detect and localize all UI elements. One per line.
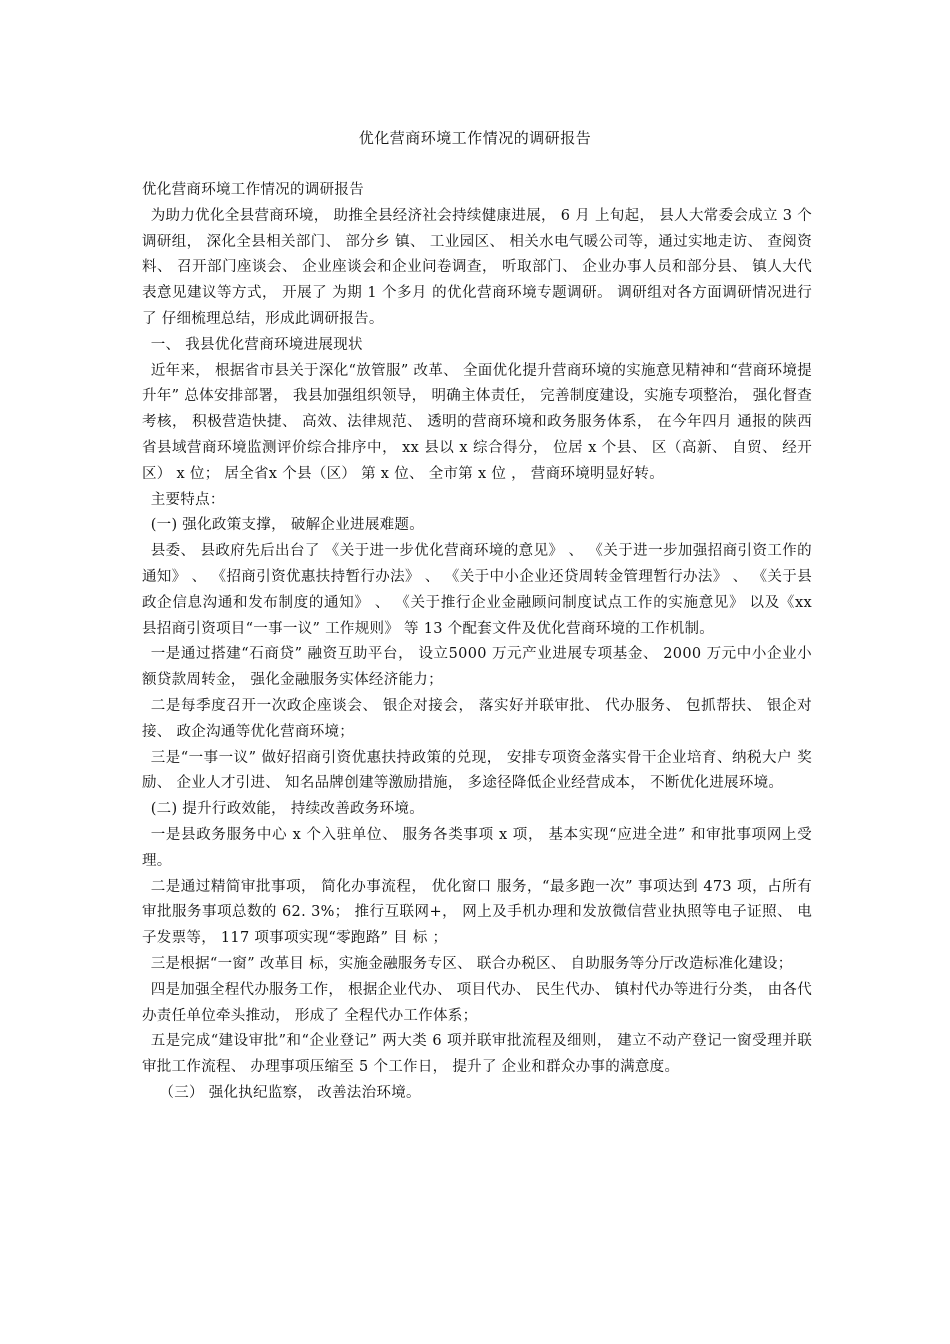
intro-paragraph: 为助力优化全县营商环境， 助推全县经济社会持续健康进展， 6 月 上旬起， 县人大常委会成立 3 个调研组， 深化全县相关部门、 部分乡 镇、 工业园区、 相关水电气暖公司等，通过实地走访、 查阅资料、 召开部门座谈会、 企业座谈会和企业问卷调查， 听取部门、 企业办事人员和部分县、 镇人大代表意见建议等方式， 开展了 为期 1 个多月 的优化营商环境专题调研。 调研组对各方面调研情况进行了 仔细梳理总结，形成此调研报告。 (142, 207, 812, 327)
paragraph-admin-3: 三是根据“一窗” 改革目 标，实施金融服务专区、 联合办税区、 自助服务等分厅改造标准化建设； (150, 955, 793, 972)
paragraph-admin-2: 二是通过精简审批事项， 简化办事流程， 优化窗口 服务，“最多跑一次” 事项达到 473 项，占所有审批服务事项总数的 62. 3%； 推行互联网+， 网上及手机办理和发放微信营业执照等电子证照、 电子发票等， 117 项事项实现“零跑路” 目 标 ； (142, 878, 812, 947)
report-heading: 优化营商环境工作情况的调研报告 (142, 182, 364, 198)
document-title: 优化营商环境工作情况的调研报告 (358, 129, 592, 147)
paragraph-admin-1: 一是县政务服务中心 x 个入驻单位、 服务各类事项 x 项， 基本实现“应进全进” 和审批事项网上受理。 (142, 826, 812, 869)
paragraph-status: 近年来， 根据省市县关于深化“放管服” 改革、 全面优化提升营商环境的实施意见精神和“营商环境提升年” 总体安排部署， 我县加强组织领导， 明确主体责任， 完善制度建设，实施专项整治， 强化督查考核， 积极营造快捷、 高效、法律规范、 透明的营商环境和政务服务体系， 在今年四月 通报的陕西省县域营商环境监测评价综合排序中， xx 县以 x 综合得分， 位居 x 个县、 区（高新、 自贸、 经开区） x 位； 居全省x 个县（区） 第 x 位、 全市第 x 位 ， 营商环境明显好转。 (142, 362, 812, 482)
subsection-heading-1: (一) 强化政策支撑， 破解企业进展难题。 (150, 517, 425, 534)
subsection-heading-2: (二) 提升行政效能， 持续改善政务环境。 (150, 801, 425, 818)
subsection-heading-3: （三） 强化执纪监察， 改善法治环境。 (159, 1084, 421, 1101)
paragraph-point-1: 一是通过搭建“石商贷” 融资互助平台， 设立5000 万元产业进展专项基金、 2000 万元中小企业小额贷款周转金， 强化金融服务实体经济能力； (142, 646, 812, 689)
paragraph-admin-4: 四是加强全程代办服务工作， 根据企业代办、 项目代办、 民生代办、 镇村代办等进行分类， 由各代办责任单位牵头推动， 形成了 全程代办工作体系； (142, 981, 812, 1024)
paragraph-admin-5: 五是完成“建设审批”和“企业登记” 两大类 6 项并联审批流程及细则， 建立不动产登记一窗受理并联审批工作流程、 办理事项压缩至 5 个工作日， 提升了 企业和群众办事的满意度。 (142, 1033, 812, 1076)
paragraph-point-3: 三是“一事一议” 做好招商引资优惠扶持政策的兑现， 安排专项资金落实骨干企业培育、纳税大户 奖励、 企业人才引进、 知名品牌创建等激励措施， 多途径降低企业经营成本， 不断优化进展环境。 (142, 749, 812, 792)
paragraph-point-2: 二是每季度召开一次政企座谈会、 银企对接会， 落实好并联审批、 代办服务、 包抓帮扶、 银企对接、 政企沟通等优化营商环境； (142, 697, 812, 740)
paragraph-features-label: 主要特点： (150, 491, 225, 508)
document-body (142, 178, 812, 1107)
section-heading-1: 一、 我县优化营商环境进展现状 (150, 336, 363, 353)
paragraph-policy-documents: 县委、 县政府先后出台了 《关于进一步优化营商环境的意见》 、 《关于进一步加强招商引资工作的通知》 、 《招商引资优惠扶持暂行办法》 、 《关于中小企业还贷周转金管理暂行办法》 、 《关于县政企信息沟通和发布制度的通知》 、 《关于推行企业金融顾问制度试点工作的实施意见》 以及《xx 县招商引资项目“一事一议” 工作规则》 等 13 个配套文件及优化营商环境的工作机制。 (142, 543, 812, 637)
